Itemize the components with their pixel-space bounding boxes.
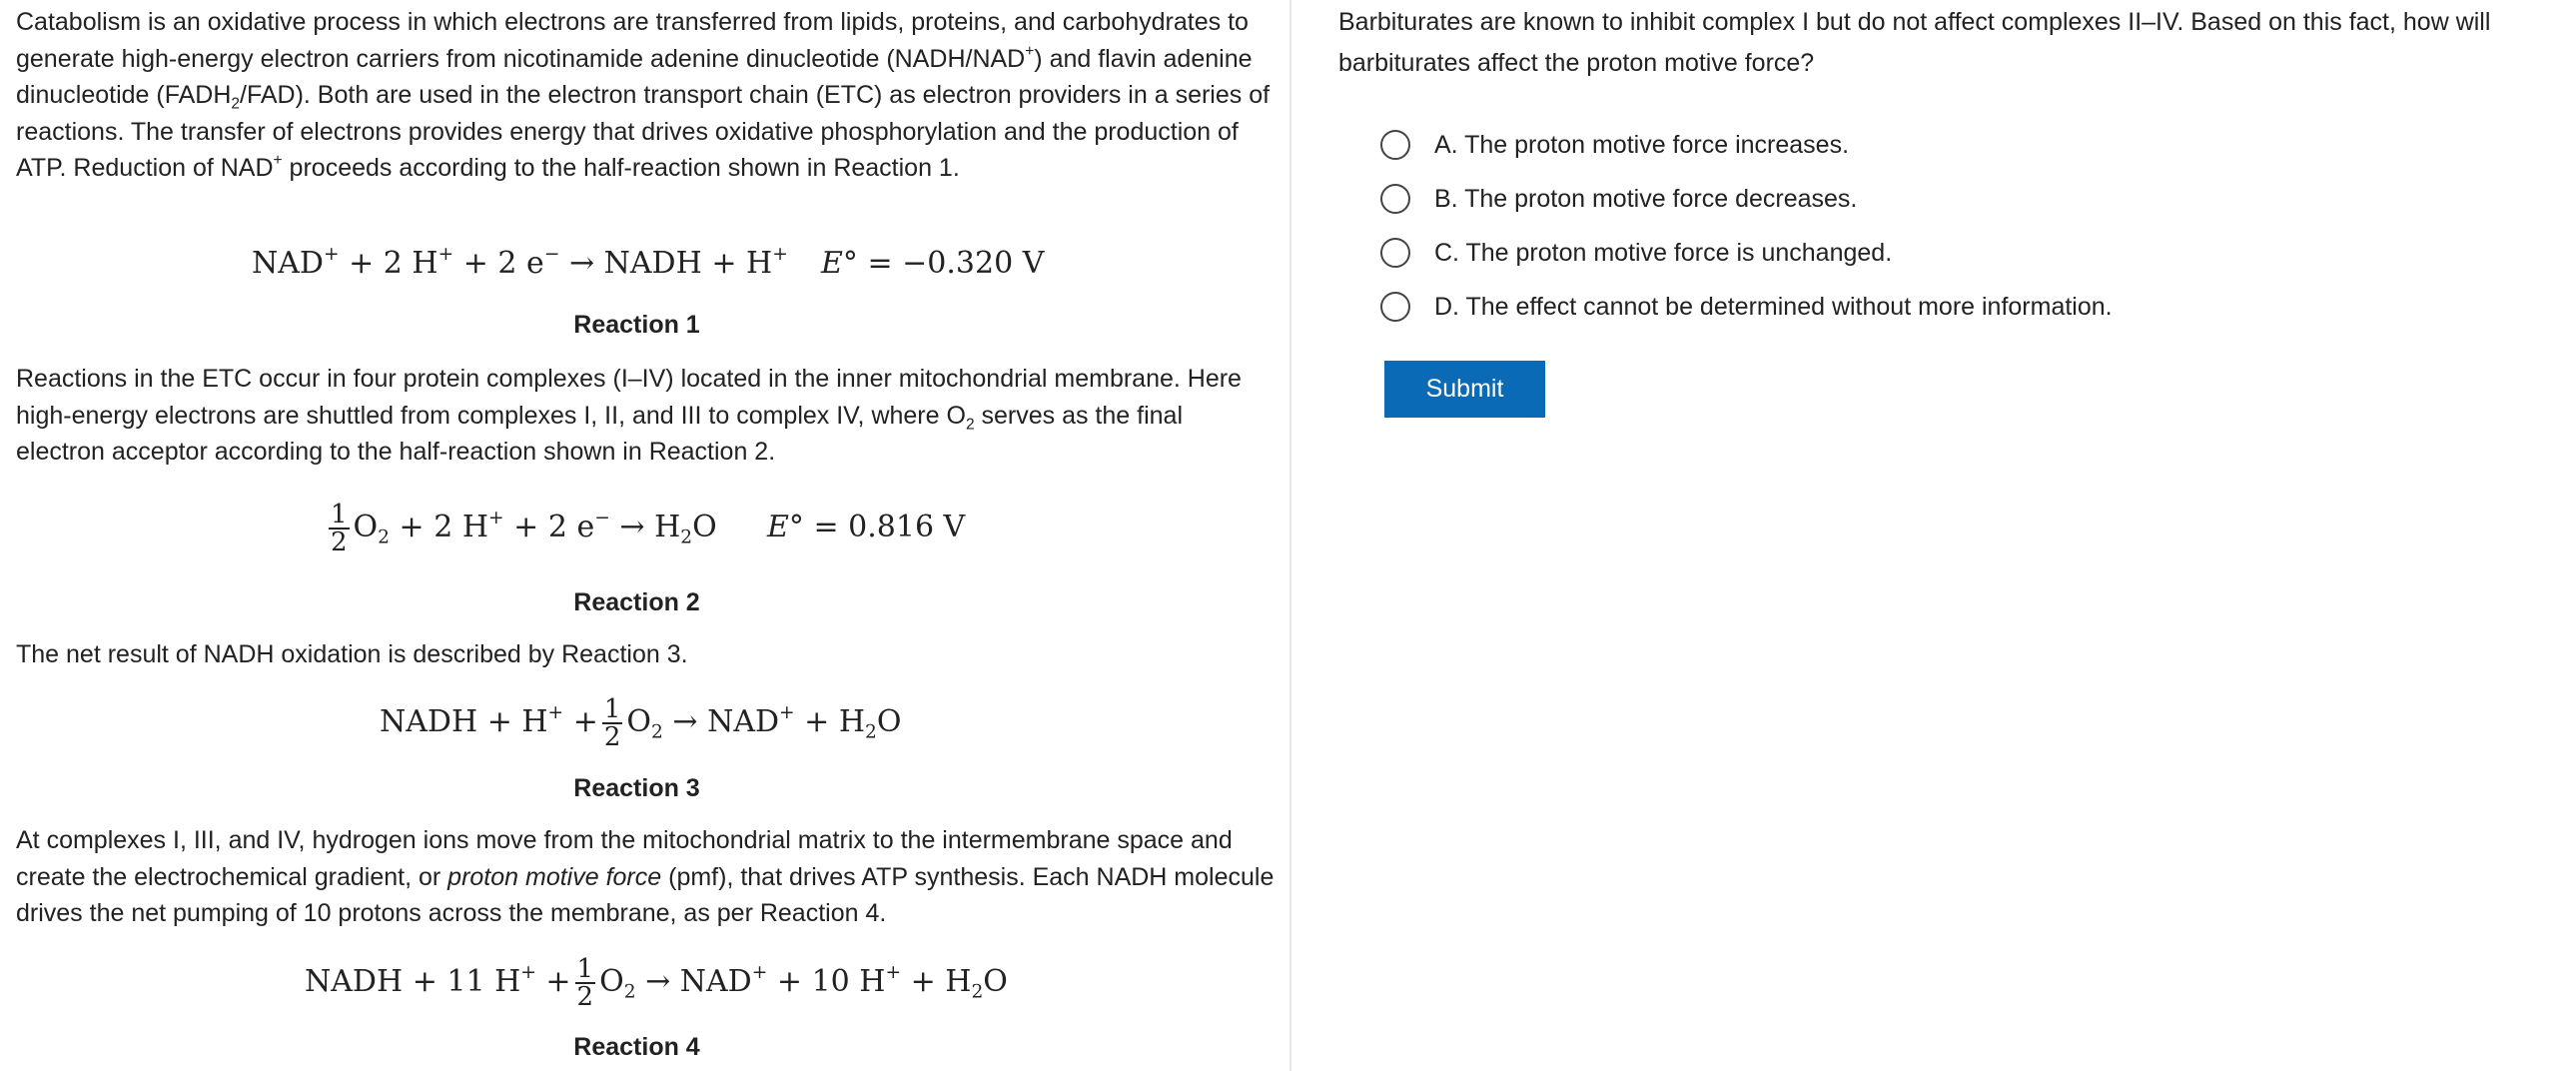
equation-token: + [412,964,437,999]
equation-token: 2 H [383,246,438,281]
reaction-3-fraction [602,696,623,750]
equation-token: 2 e [547,510,595,544]
p1-text-1: Catabolism is an oxidative process in which electrons are transferred from lipids, proteins, and carbohydrates to generate high-energy electron carriers from nicotinamide adenine dinucleotide (NADH/NAD [16,8,1249,73]
passage-paragraph-1 [16,4,1275,187]
option-a-text[interactable]: A. The proton motive force increases. [1434,130,1850,159]
equation-token: H [654,510,681,544]
equation-token: 2 [865,721,877,743]
equation-token: NADH [603,246,702,281]
option-d-text[interactable]: D. The effect cannot be determined without more information. [1434,292,2113,321]
radio-d[interactable] [1380,292,1410,322]
reaction-4-caption: Reaction 4 [573,1033,700,1061]
passage-paragraph-3: The net result of NADH oxidation is described by Reaction 3. [16,640,688,668]
equation-token: + [885,961,902,983]
equation-token: NAD [707,704,780,739]
p1-sup-2: + [273,152,283,170]
reaction-4-equation [0,947,1291,1017]
reaction-2-fraction [329,502,350,555]
option-c-text[interactable]: C. The proton motive force is unchanged. [1434,238,1893,267]
question-text: Barbiturates are known to inhibit complex I but do not affect complexes II–IV. Based on this fact, how will barbiturates affect the proton motive force? [1338,8,2491,77]
reaction-4-fraction [575,956,596,1010]
equation-token: − [543,243,560,265]
equation-token: + [437,243,454,265]
passage-paragraph-2 [16,361,1275,471]
equation-token: 1 [603,694,621,724]
equation-token: + [910,964,936,999]
equation-token: 1 [331,500,348,530]
p2-text-2: serves as the final electron acceptor according to the half-reaction shown in Reaction 2. [16,401,1183,466]
equation-token: + [776,964,803,999]
equation-token: 2 H [433,510,489,544]
answer-options [1380,118,2113,334]
equation-token: → [568,246,595,281]
equation-token: + [488,507,504,529]
p4-text-2: (pmf), that drives ATP synthesis. Each NADH molecule drives the net pumping of 10 protons across the membrane, as per Reaction 4. [16,862,1275,927]
equation-token: NAD [679,964,752,999]
equation-token: − [594,507,610,529]
equation-token: + [711,246,737,281]
option-a[interactable] [1380,118,2113,172]
equation-token: ° [842,246,858,281]
equation-token: 2 [623,981,636,1003]
equation-token: 10 H [811,964,886,999]
equation-token: H [746,246,773,281]
p1-text-2: ) and flavin adenine dinucleotide (FADH [16,44,1253,109]
equation-token: 0.816 V [848,510,966,544]
equation-token: ° [788,510,804,544]
reaction-1-potential [821,229,1044,299]
equation-token: + [779,701,795,723]
equation-token: E [767,510,789,544]
equation-token: 2 [331,528,348,557]
equation-token: + [486,704,512,739]
reaction-3-caption: Reaction 3 [573,774,700,802]
radio-b[interactable] [1380,184,1410,214]
p1-sub-2: 2 [231,95,241,113]
reaction-1-chem [252,229,788,299]
passage-paragraph-4 [16,822,1275,932]
question-pane [1293,0,2576,1071]
equation-token: 2 [576,982,594,1012]
equation-token: + [323,243,340,265]
p1-text-3: /FAD). Both are used in the electron transport chain (ETC) as electron providers in a series of reactions. The transfer of electrons provides energy that drives oxidative phosphorylation and the production of ATP. Reduction of NAD [16,81,1271,182]
option-d[interactable] [1380,280,2113,334]
equation-token: E [821,246,843,281]
equation-token: O [876,704,902,739]
equation-token: 2 [680,527,693,548]
p2-text-1: Reactions in the ETC occur in four protein complexes (I–IV) located in the inner mitochondrial membrane. Here high-energy electrons are shuttled from complexes I, II, and III to complex IV, where O [16,365,1242,430]
equation-token: → [619,510,645,544]
equation-token: → [672,704,698,739]
reaction-4-chem [305,947,1008,1017]
reaction-3-chem [380,687,901,757]
radio-a[interactable] [1380,130,1410,160]
equation-token: H [521,704,548,739]
equation-token: + [772,243,788,265]
equation-token: + [804,704,830,739]
equation-token: = [867,246,893,281]
reaction-3-equation [0,687,1291,757]
reaction-2-equation [0,493,1291,562]
equation-token: O [353,510,379,544]
equation-token: NADH [305,964,404,999]
equation-token: 2 [971,981,984,1003]
equation-token: O [599,964,624,999]
option-b-text[interactable]: B. The proton motive force decreases. [1434,184,1858,213]
equation-token: + [399,510,425,544]
reaction-2-caption: Reaction 2 [573,588,700,616]
equation-token: H [838,704,866,739]
equation-token: NAD [252,246,324,281]
equation-token: + [349,246,375,281]
equation-token: + [545,964,571,999]
reaction-2-potential [767,493,965,562]
reaction-1-equation [0,229,1291,299]
reaction-2-chem [325,493,717,562]
equation-token: 2 [650,721,663,743]
option-b[interactable] [1380,172,2113,226]
p4-italic: proton motive force [447,862,662,891]
reaction-1-caption: Reaction 1 [573,311,700,339]
equation-token: 11 H [446,964,521,999]
submit-button[interactable]: Submit [1384,361,1545,418]
radio-c[interactable] [1380,238,1410,268]
equation-token: −0.320 V [902,246,1045,281]
equation-token: + [547,701,564,723]
equation-token: 1 [576,954,594,984]
equation-token: = [813,510,839,544]
equation-token: 2 [603,722,621,752]
p4-text-1: At complexes I, III, and IV, hydrogen ions move from the mitochondrial matrix to the intermembrane space and create the electrochemical gradient, or [16,826,1233,891]
equation-token: + [751,961,768,983]
equation-token: + [462,246,488,281]
p1-text-4: proceeds according to the half-reaction shown in Reaction 1. [282,154,960,182]
equation-token: 2 [378,527,390,548]
equation-token: + [572,704,598,739]
equation-token: O [626,704,651,739]
equation-token: H [945,964,972,999]
p1-sup-1: + [1025,42,1035,60]
equation-token: NADH [380,704,478,739]
equation-token: O [692,510,717,544]
equation-token: + [513,510,539,544]
equation-token: 2 e [497,246,544,281]
equation-token: O [983,964,1008,999]
equation-token: + [520,961,536,983]
p2-sub-2: 2 [965,415,975,433]
equation-token: → [645,964,671,999]
option-c[interactable] [1380,226,2113,280]
